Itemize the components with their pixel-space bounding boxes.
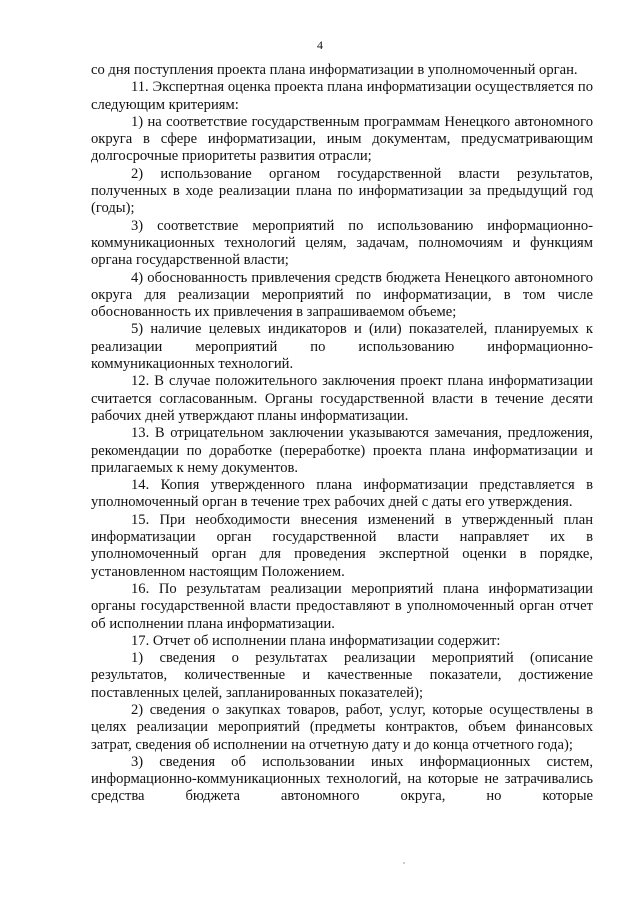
paragraph-12-positive-conclusion: 12. В случае положительного заключения проект плана информатизации считается согласованным. Органы государственной власти в течение десяти рабочих дней утверждают планы информатизации.: [91, 373, 593, 424]
criterion-2: 2) использование органом государственной власти результатов, полученных в ходе реализации плана по информатизации за предыдущий год (годы);: [91, 165, 593, 217]
scan-speck: [403, 862, 405, 864]
report-item-3: 3) сведения об использовании иных информационных систем, информационно-коммуникационных технологий, на которые не затрачивались средства бюджета автономного округа, но которые: [91, 753, 593, 805]
paragraph-continuation: со дня поступления проекта плана информатизации в уполномоченный орган.: [91, 62, 578, 78]
paragraph-13-negative-conclusion: 13. В отрицательном заключении указываются замечания, предложения, рекомендации по доработке (переработке) проекта плана информатизации и прилагаемых к нему документов.: [91, 425, 593, 476]
paragraph-11-expert-evaluation: 11. Экспертная оценка проекта плана информатизации осуществляется по следующим критериям:: [91, 79, 593, 113]
paragraph-15-plan-changes: 15. При необходимости внесения изменений в утвержденный план информатизации орган государственной власти направляет их в уполномоченный орган для проведения экспертной оценки в порядке, установленном настоящим Положением.: [91, 511, 593, 580]
criterion-3: 3) соответствие мероприятий по использованию информационно-коммуникационных технологий целям, задачам, полномочиям и функциям органа государственной власти;: [91, 217, 593, 269]
paragraph-17-report-contents: 17. Отчет об исполнении плана информатизации содержит:: [131, 632, 501, 649]
criterion-5: 5) наличие целевых индикаторов и (или) показателей, планируемых к реализации мероприятий по использованию информационно-коммуникационных технологий.: [91, 321, 593, 373]
page-number: 4: [317, 38, 323, 52]
criterion-1: 1) на соответствие государственным программам Ненецкого автономного округа в сфере информатизации, иным документам, предусматривающим долгосрочные приоритеты развития отрасли;: [91, 113, 593, 165]
report-item-1: 1) сведения о результатах реализации мероприятий (описание результатов, количественные и качественные показатели, достижение поставленных целей, запланированных показателей);: [91, 650, 593, 701]
criterion-4: 4) обоснованность привлечения средств бюджета Ненецкого автономного округа для реализации мероприятий по информатизации, в том числе обоснованность их привлечения в запрашиваемом объеме;: [91, 269, 593, 321]
paragraph-14-approved-plan-copy: 14. Копия утвержденного плана информатизации представляется в уполномоченный орган в течение трех рабочих дней с даты его утверждения.: [91, 477, 593, 511]
paragraph-16-implementation-report: 16. По результатам реализации мероприятий плана информатизации органы государственной власти предоставляют в уполномоченный орган отчет об исполнении плана информатизации.: [91, 580, 593, 632]
report-item-2: 2) сведения о закупках товаров, работ, услуг, которые осуществлены в целях реализации мероприятий (предметы контрактов, объем финансовых затрат, сведения об исполнении на отчетную дату и до конца отчетного года);: [91, 701, 593, 753]
document-body: [91, 62, 593, 806]
